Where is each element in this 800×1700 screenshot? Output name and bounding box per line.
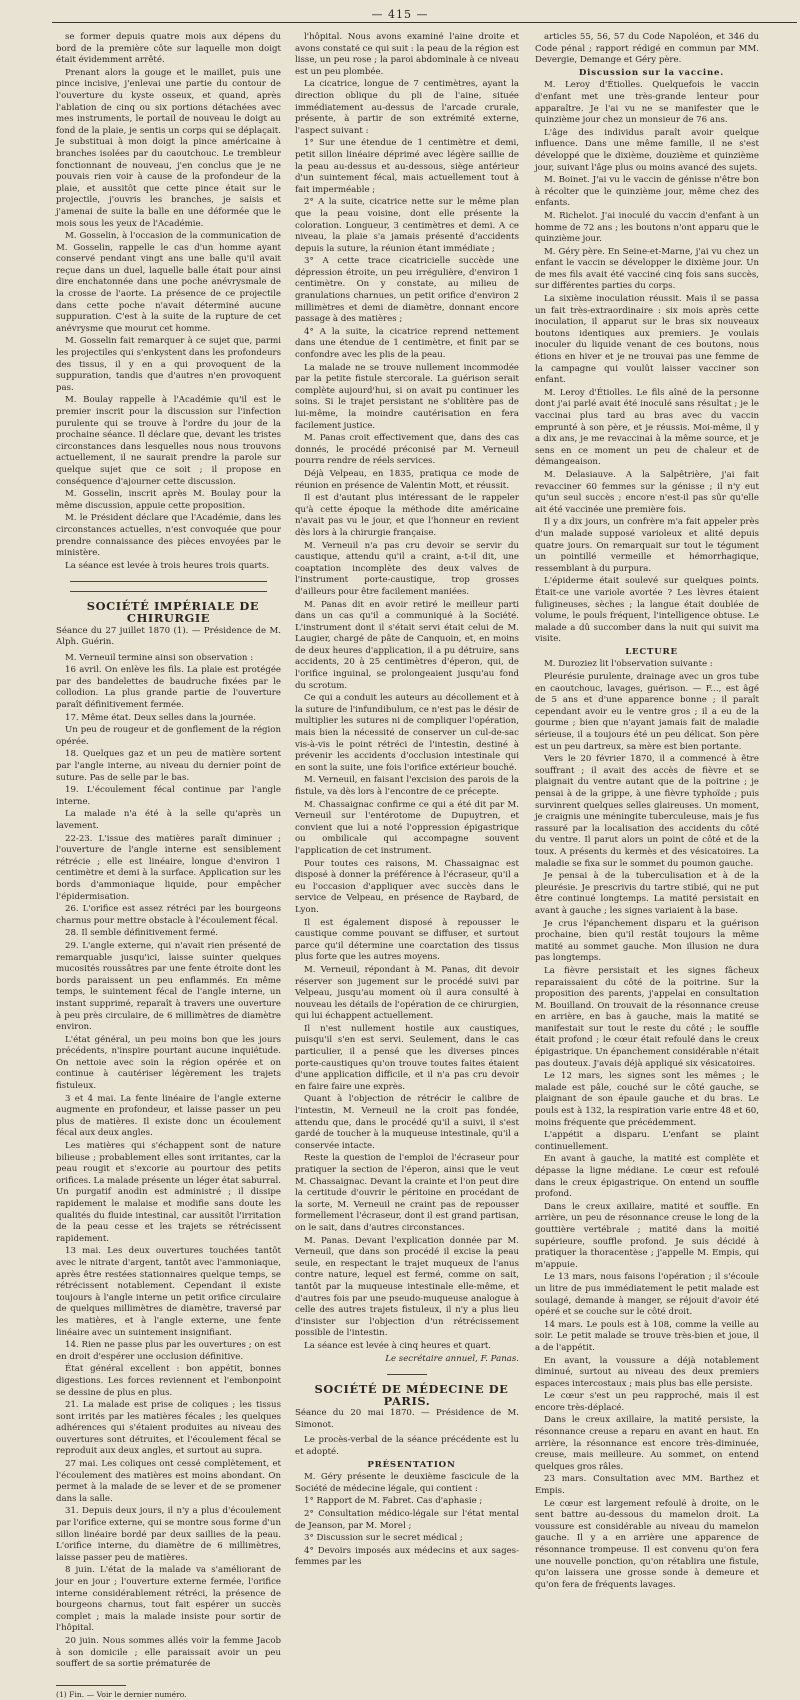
paragraph: M. Gosselin, inscrit après M. Boulay pour la même discussion, appuie cette proposition. [56, 489, 281, 511]
paragraph: M. Leroy d'Étiolles. Le fils aîné de la personne dont j'ai parlé avait été inoculé sans résultat ; je le vaccinai plus tard au bras avec du vaccin emprunté à son père, et je réussis. Moi-même, il y a dix ans, je me revaccinai à la même source, et je sens en ce moment un peu de chaleur et de démangeaison. [535, 387, 759, 468]
paragraph: 22-23. L'issue des matières paraît diminuer ; l'ouverture de l'angle interne est sensiblement rétrécie ; elle est linéaire, longue d'environ 1 centimètre et demi à la surface. Application sur les bords d'ammoniaque liquide, pour empêcher l'épidermisation. [56, 833, 281, 902]
paragraph: Séance du 20 mai 1870. — Présidence de M. Simonot. [295, 1408, 519, 1430]
paragraph: Un peu de rougeur et de gonflement de la région opérée. [56, 725, 281, 747]
paragraph: La fièvre persistait et les signes fâcheux reparaissaient du côté de la poitrine. Sur la proposition des parents, j'appelai en consultation M. Bouilland. On trouvait de la résonnance creuse en arrière, en bas à gauche, mais la matité se manifestait sur tout le reste du côté ; le souffle était profond ; le cœur était refoulé dans le creux épigastrique. Un épanchement considérable n'était pas douteux. J'avais déjà appliqué six vésicatoires. [535, 965, 759, 1069]
paragraph: La cicatrice, longue de 7 centimètres, ayant la direction oblique du pli de l'aine, située immédiatement au-dessus de l'arcade crurale, présente, à partir de son extrémité externe, l'aspect suivant : [295, 79, 519, 136]
paragraph: Dans le creux axillaire, matité et souffle. En arrière, un peu de résonnance creuse le long de la gouttière vertébrale ; matité dans la moitié supérieure, souffle profond. Je suis décidé à pratiquer la thoracentèse ; j'appelle M. Empis, qui m'appuie. [535, 1201, 759, 1270]
paragraph: L'âge des individus paraît avoir quelque influence. Dans une même famille, il ne s'est développé que le dixième, douzième et quinzième jour, suivant l'âge plus ou moins avancé des sujets. [535, 127, 759, 173]
column-2 [295, 32, 519, 1568]
paragraph: M. Géry père. En Seine-et-Marne, j'ai vu chez un enfant le vaccin se développer le dixième jour. Un de mes fils avait été vacciné cinq fois sans succès, sur différentes parties du corps. [535, 246, 759, 292]
column-1 [56, 32, 281, 1699]
paragraph: M. Panas croit effectivement que, dans des cas donnés, le procédé préconisé par M. Verneuil pourra rendre de réels services. [295, 433, 519, 467]
section-divider [70, 581, 267, 592]
paragraph: M. Gosselin fait remarquer à ce sujet que, parmi les projectiles qui s'enkystent dans les profondeurs des tissus, il y en a qui provoquent de la suppuration, tandis que d'autres n'en provoquent pas. [56, 336, 281, 393]
paragraph: Le 13 mars, nous faisons l'opération ; il s'écoule un litre de pus immédiatement le petit malade est soulagé, demande à manger, se réjouit d'avoir été opéré et se couche sur le côté droit. [535, 1272, 759, 1318]
paragraph: Pleurésie purulente, drainage avec un gros tube en caoutchouc, lavages, guérison. — F..., est âgé de 5 ans et d'une apparence bonne ; il paraît cependant avoir eu le ventre gros ; il a eu de la gourme ; bien que n'ayant jamais fait de maladie sérieuse, il a toujours été un peu délicat. Son père est un peu dartreux, sa mère est bien portante. [535, 672, 759, 752]
paragraph: M. Duroziez lit l'observation suivante : [544, 659, 713, 670]
paragraph: M. Boinet. J'ai vu le vaccin de génisse n'être bon à récolter que le quinzième jour, même chez des enfants. [535, 175, 759, 209]
paragraph: 16 avril. On enlève les fils. La plaie est protégée par des bandelettes de baudruche fixées par le collodion. La plus grande partie de l'ouverture paraît définitivement fermée. [56, 665, 281, 711]
paragraph: 17. Même état. Deux selles dans la journée. [65, 712, 256, 723]
paragraph: La séance est levée à trois heures trois quarts. [65, 560, 270, 571]
paragraph: La malade ne se trouve nullement incommodée par la petite fistule stercorale. La guérison serait complète aujourd'hui, si on avait pu continuer les soins. Si le trajet persistant ne s'oblitère pas de lui-même, la moindre cautérisation en fera facilement justice. [295, 362, 519, 431]
paragraph: LECTURE [625, 646, 678, 657]
paragraph: l'hôpital. Nous avons examiné l'aine droite et avons constaté ce qui suit : la peau de la région est lisse, un peu rose ; la paroi abdominale à ce niveau est un peu plombée. [295, 32, 519, 77]
paragraph: Le procès-verbal de la séance précédente est lu et adopté. [295, 1435, 519, 1458]
paragraph: Il n'est nullement hostile aux caustiques, puisqu'il s'en est servi. Seulement, dans le cas particulier, il a pensé que les diverses pinces porte-caustiques qu'on trouve toutes faites étaient d'une application difficile, et il n'a pas cru devoir en faire faire une exprès. [295, 1023, 519, 1092]
paragraph: La sixième inoculation réussit. Mais il se passa un fait très-extraordinaire : six mois après cette inoculation, il apparut sur le bras six nouveaux boutons identiques aux premiers. Je voulais inoculer du liquide venant de ces boutons, nous étions en hiver et je ne trouvai pas une femme de la campagne qui voulût laisser vacciner son enfant. [535, 294, 759, 386]
paragraph: 27 mai. Les coliques ont cessé complètement, et l'écoulement des matières est moins abondant. On permet à la malade de se lever et de se promener dans la salle. [56, 1459, 281, 1504]
paragraph: L'appétit a disparu. L'enfant se plaint continuellement. [535, 1130, 759, 1152]
paragraph: L'état général, un peu moins bon que les jours précédents, n'inspire pourtant aucune inquiétude. On nettoie avec soin la région opérée et on continue à cautériser légèrement les trajets fistuleux. [56, 1034, 281, 1092]
paragraph: En avant, la voussure a déjà notablement diminué, surtout au niveau des deux premiers espaces intercostaux ; mais plus bas elle persiste. [535, 1355, 759, 1389]
paragraph: M. Chassaignac confirme ce qui a été dit par M. Verneuil sur l'entérotome de Dupuytren, et convient que lui a noté l'oppression épigastrique ou ombilicale qui accompagne souvent l'application de cet instrument. [295, 799, 519, 856]
paragraph: 19. L'écoulement fécal continue par l'angle interne. [56, 785, 281, 807]
paragraph: Discussion sur la vaccine. [578, 67, 725, 78]
paragraph: Le cœur est largement refoulé à droite, on le sent battre au-dessous du mamelon droit. La voussure est considérable au niveau du mamelon gauche. Il y a en arrière une apparence de résonnance trompeuse. Il est convenu qu'on fera une nouvelle ponction, qu'on rétablira une fistule, qu'on laissera une grosse sonde à demeure et qu'on fera de fréquents lavages. [535, 1498, 759, 1590]
paragraph: SOCIÉTÉ DE MÉDECINE DE PARIS. [314, 1382, 509, 1408]
paragraph: 28. Il semble définitivement fermé. [65, 928, 219, 939]
paragraph: PRÉSENTATION [367, 1459, 456, 1470]
paragraph: 2° A la suite, cicatrice nette sur le même plan que la peau voisine, dont elle présente la coloration. Longueur, 3 centimètres et demi. A ce niveau, la plaie s'a jamais présenté d'accidents depuis la suture, la réunion étant immédiate ; [295, 197, 519, 254]
page-number: — 415 — [371, 8, 429, 21]
paragraph: 13 mai. Les deux ouvertures touchées tantôt avec le nitrate d'argent, tantôt avec l'ammoniaque, après être restées stationnaires quelque temps, se rétrécissent notablement. Cependant il existe toujours à l'angle interne un petit orifice circulaire de quelques millimètres de diamètre, traversé par les matières, et à l'angle externe, une fente linéaire avec un suintement insignifiant. [56, 1246, 281, 1338]
paragraph: M. Delasiauve. A la Salpêtrière, j'ai fait revacciner 60 femmes sur la génisse ; il n'y eut qu'un seul succès ; encore n'est-il pas sûr qu'elle ait été vaccinée une première fois. [535, 469, 759, 515]
paragraph: L'épiderme était soulevé sur quelques points. Était-ce une variole avortée ? Les lèvres étaient fuligineuses, sèches ; la langue était doublée de volume, le pouls fréquent, l'intelligence obtuse. Le malade a dû succomber dans la nuit qui suivit ma visite. [535, 576, 759, 645]
paragraph: 3° Discussion sur le secret médical ; [304, 1533, 463, 1544]
paragraph: Le 12 mars, les signes sont les mêmes ; le malade est pâle, couché sur le côté gauche, se plaignant de son épaule gauche et du bras. Le pouls est à 132, la respiration varie entre 48 et 60, moins fréquente que précédemment. [535, 1071, 759, 1128]
paragraph: 4° Devoirs imposés aux médecins et aux sages-femmes par les [295, 1545, 519, 1568]
paragraph: Il y a dix jours, un confrère m'a fait appeler près d'un malade supposé varioleux et alité depuis quatre jours. On remarquait sur tout le tégument un pointillé vermeille et hémorrhagique, ressemblant à du purpura. [535, 517, 759, 574]
paragraph: La séance est levée à cinq heures et quart. [304, 1340, 492, 1351]
section-divider [387, 1374, 427, 1375]
paragraph: M. Panas. Devant l'explication donnée par M. Verneuil, que dans son procédé il excise la peau seule, en respectant le trajet muqueux de l'anus contre nature, lequel est fermé, comme on sait, tantôt par la muqueuse intestinale elle-même, et d'autres fois par une pseudo-muqueuse analogue à celle des autres trajets fistuleux, il n'y a plus lieu d'insister sur l'objection d'un rétrécissement possible de l'intestin. [295, 1235, 519, 1339]
paragraph: M. Verneuil, en faisant l'excision des parois de la fistule, va dès lors à l'encontre de ce précepte. [295, 775, 519, 797]
paragraph: Le cœur s'est un peu rapproché, mais il est encore très-déplacé. [535, 1391, 759, 1413]
paragraph: 1° Sur une étendue de 1 centimètre et demi, petit sillon linéaire déprimé avec légère saillie de la peau au-dessus et au-dessous, siège antérieur d'un suintement fécal, mais actuellement tout à fait imperméable ; [295, 138, 519, 195]
paragraph: M. Géry présente le deuxième fascicule de la Société de médecine légale, qui contient : [295, 1472, 519, 1494]
paragraph: 14. Rien ne passe plus par les ouvertures ; on est en droit d'espérer une occlusion définitive. [56, 1340, 281, 1362]
paragraph: Reste la question de l'emploi de l'écraseur pour pratiquer la section de l'éperon, ainsi que le veut M. Chassaignac. Devant la crainte et l'on peut dire la certitude d'ouvrir le péritoine en procédant de la sorte, M. Verneuil ne craint pas de repousser formellement l'écraseur, dont il est grand partisan, on le sait, dans d'autres circonstances. [295, 1153, 519, 1233]
paragraph: 3 et 4 mai. La fente linéaire de l'angle externe augmente en profondeur, et laisse passer un peu plus de matières. Il existe donc un écoulement fécal aux deux angles. [56, 1093, 281, 1139]
paragraph: 4° A la suite, la cicatrice reprend nettement dans une étendue de 1 centimètre, et finit par se confondre avec les plis de la peau. [295, 326, 519, 361]
paragraph: 21. La malade est prise de coliques ; les tissus sont irrités par les matières fécales ; les quelques adhérences qui s'étaient produites au niveau des ouvertures sont détruites, et l'écoulement fécal se reproduit aux deux angles, et surtout au supra. [56, 1400, 281, 1457]
paragraph: La malade n'a été à la selle qu'après un lavement. [56, 809, 281, 831]
paragraph: État général excellent : bon appétit, bonnes digestions. Les forces reviennent et l'embonpoint se dessine de plus en plus. [56, 1364, 281, 1398]
paragraph: 29. L'angle externe, qui n'avait rien présenté de remarquable jusqu'ici, laisse suinter quelques mucosités roussâtres par une fente étroite dont les bords paraissent un peu enflammés. En même temps, le suintement fécal de l'angle interne, un instant supprimé, reparaît à travers une ouverture à peu près circulaire, de 6 millimètres de diamètre environ. [56, 940, 281, 1033]
paragraph: 20 juin. Nous sommes allés voir la femme Jacob à son domicile ; elle paraissait avoir un peu souffert de sa sortie prématurée de [56, 1635, 281, 1670]
paragraph: M. Verneuil n'a pas cru devoir se servir du caustique, attendu qu'il a craint, a-t-il dit, une coaptation incomplète des deux valves de l'instrument porte-caustique, trop grosses d'ailleurs pour être facilement maniées. [295, 540, 519, 597]
paragraph: 3° A cette trace cicatricielle succède une dépression étroite, un peu irrégulière, d'environ 1 centimètre. On y constate, au milieu de granulations charnues, un petit orifice d'environ 2 millimètres et demi de diamètre, donnant encore passage à des matières ; [295, 256, 519, 325]
paragraph: Séance du 27 juillet 1870 (1). — Présidence de M. Alph. Guérin. [56, 625, 281, 648]
paragraph: Déjà Velpeau, en 1835, pratiqua ce mode de réunion en présence de Valentin Mott, et réussit. [295, 468, 519, 491]
paragraph: Les matières qui s'échappent sont de nature bilieuse ; probablement elles sont irritantes, car la peau rougit et s'excorie au pourtour des petits orifices. La malade présente un léger état saburral. Un purgatif anodin est administré ; il dissipe rapidement le malaise et modifie sans doute les qualités du fluide intestinal, car aussitôt l'irritation de la peau cesse et les trajets se rétrécissent rapidement. [56, 1141, 281, 1244]
paragraph: M. Verneuil, répondant à M. Panas, dit devoir réserver son jugement sur le procédé suivi par Velpeau, jusqu'au moment où il aura consulté à nouveau les détails de l'opération de ce chirurgien, qui lui échappent actuellement. [295, 964, 519, 1022]
paragraph: 8 juin. L'état de la malade va s'améliorant de jour en jour ; l'ouverture externe fermée, l'orifice interne considérablement rétréci, la présence de bourgeons charnus, tout fait espérer un succès complet ; mais la malade insiste pour sortir de l'hôpital. [56, 1565, 281, 1634]
paragraph: Le secrétaire annuel, F. Panas. [385, 1353, 519, 1364]
paragraph: 14 mars. Le pouls est à 108, comme la veille au soir. Le petit malade se trouve très-bien et joue, il a de l'appétit. [535, 1319, 759, 1353]
paragraph: 1° Rapport de M. Fabret. Cas d'aphasie ; [304, 1496, 483, 1507]
paragraph: Quant à l'objection de rétrécir le calibre de l'intestin, M. Verneuil ne la croit pas fondée, attendu que, dans le procédé qu'il a suivi, il s'est gardé de toucher à la muqueuse intestinale, qu'il a conservée intacte. [295, 1094, 519, 1151]
paragraph: Je pensai à de la tuberculisation et à de la pleurésie. Je prescrivis du tartre stibié, qui ne put être continué longtemps. La matité persistait en avant à gauche ; les signes variaient à la base. [535, 871, 759, 916]
paragraph: En avant à gauche, la matité est complète et dépasse la ligne médiane. Le cœur est refoulé dans le creux épigastrique. On entend un souffle profond. [535, 1154, 759, 1200]
column-3 [535, 32, 759, 1590]
paragraph: 23 mars. Consultation avec MM. Barthez et Empis. [535, 1474, 759, 1497]
paragraph: Il est également disposé à repousser le caustique comme pouvant se diffuser, et surtout parce qu'il détermine une coarctation des tissus plus forte que les autres moyens. [295, 917, 519, 963]
paragraph: Dans le creux axillaire, la matité persiste, la résonnance creuse a reparu en avant en haut. En arrière, la résonnance est encore très-diminuée, creuse, mais meilleure. Au sommet, on entend quelques gros râles. [535, 1415, 759, 1472]
paragraph: M. Richelot. J'ai inoculé du vaccin d'enfant à un homme de 72 ans ; les boutons n'ont apparu que le quinzième jour. [535, 210, 759, 245]
header-rule [52, 22, 797, 23]
paragraph: M. Leroy d'Étiolles. Quelquefois le vaccin d'enfant met une très-grande lenteur pour apparaître. Je l'ai vu ne se manifester que le quinzième jour chez un monsieur de 76 ans. [535, 80, 759, 126]
paragraph: 2° Consultation médico-légale sur l'état mental de Jeanson, par M. Morel ; [295, 1509, 519, 1531]
paragraph: M. Boulay rappelle à l'Académie qu'il est le premier inscrit pour la discussion sur l'infection purulente qui se trouve à l'ordre du jour de la prochaine séance. Il déclare que, devant les tristes circonstances dans lesquelles nous nous trouvons actuellement, il ne saurait prendre la parole sur quelque sujet que ce soit ; il propose en conséquence d'ajourner cette discussion. [56, 395, 281, 487]
paragraph: M. Verneuil termine ainsi son observation : [65, 652, 254, 663]
footnote-rule [56, 1685, 126, 1686]
paragraph: M. Panas dit en avoir retiré le meilleur parti dans un cas qu'il a communiqué à la Société. L'instrument dont il s'était servi était celui de M. Laugier, chargé de pâte de Canquoin, et, en moins de deux heures d'application, il a pu détruire, sans accidents, 20 à 25 centimètres d'éperon, qui, de l'orifice inguinal, se prolongeaient jusqu'au fond du scrotum. [295, 599, 519, 691]
paragraph: M. le Président déclare que l'Académie, dans les circonstances actuelles, n'est convoquée que pour prendre connaissance des pièces envoyées par le ministère. [56, 513, 281, 559]
paragraph: se former depuis quatre mois aux dépens du bord de la première côte sur laquelle mon doigt était évidemment arrêté. [56, 32, 281, 66]
paragraph: Je crus l'épanchement disparu et la guérison prochaine, bien qu'il restât toujours la même matité au sommet gauche. Mon illusion ne dura pas longtemps. [535, 918, 759, 964]
paragraph: M. Gosselin, à l'occasion de la communication de M. Gosselin, rappelle le cas d'un homme ayant conservé pendant vingt ans une balle qu'il avait reçue dans un duel, laquelle balle était pour ainsi dire enchatonnée dans une poche anévrysmale de la crosse de l'aorte. La présence de ce projectile dans cette poche n'avait déterminé aucune suppuration. C'est à la suite de la rupture de cet anévrysme que mourut cet homme. [56, 231, 281, 334]
paragraph: 26. L'orifice est assez rétréci par les bourgeons charnus pour mettre obstacle à l'écoulement fécal. [56, 904, 281, 926]
paragraph: Ce qui a conduit les auteurs au décollement et à la suture de l'infundibulum, ce n'est pas le désir de multiplier les sutures ni de compliquer l'opération, mais bien la nécessité de conserver un cul-de-sac vis-à-vis le point rétréci de l'intestin, destiné à prévenir les accidents d'occlusion intestinale qui en sont la suite, une fois l'orifice extérieur bouché. [295, 693, 519, 773]
paragraph: SOCIÉTÉ IMPÉRIALE DE CHIRURGIE [86, 599, 260, 625]
paragraph: Vers le 20 février 1870, il a commencé à être souffrant ; il avait des accès de fièvre et se plaignait du ventre autant que de la poitrine ; je pensai à de la grippe, à une fièvre typhoïde ; puis survinrent quelques selles glaireuses. Un moment, je craignis une méningite tuberculeuse, mais je fus rassuré par la localisation des accidents du côté du ventre. Il parut alors un point de côté et de la toux. A présents du kermès et des vésicatoires. La maladie se fixa sur le sommet du poumon gauche. [535, 754, 759, 869]
paragraph: Pour toutes ces raisons, M. Chassaignac est disposé à donner la préférence à l'écraseur, qu'il a eu l'occasion d'appliquer avec succès dans le service de Velpeau, en présence de Raybard, de Lyon. [295, 858, 519, 915]
paragraph: Il est d'autant plus intéressant de le rappeler qu'à cette époque la méthode dite américaine n'avait pas vu le jour, et que l'honneur en revient dès lors à la chirurgie française. [295, 493, 519, 538]
paragraph: 18. Quelques gaz et un peu de matière sortent par l'angle interne, au niveau du dernier point de suture. Pas de selle par le bas. [56, 749, 281, 783]
paragraph: (1) Fin. — Voir le dernier numéro. [56, 1689, 187, 1699]
paragraph: articles 55, 56, 57 du Code Napoléon, et 346 du Code pénal ; rapport rédigé en commun par MM. Devergie, Demange et Géry père. [535, 32, 759, 66]
paragraph: 31. Depuis deux jours, il n'y a plus d'écoulement par l'orifice externe, qui se montre sous forme d'un sillon linéaire bordé par deux saillies de la peau. L'orifice interne, du diamètre de 6 millimètres, laisse passer peu de matières. [56, 1506, 281, 1563]
paragraph: Prenant alors la gouge et le maillet, puis une pince incisive, j'enlevai une partie du contour de l'ouverture du kyste osseux, et quand, après l'ablation de cinq ou six portions détachées avec mes instruments, le portail de nouveau le doigt au fond de la plaie, je sentis un corps qui se déplaçait. Je substituai à mon doigt la pince américaine à branches isolées par du caoutchouc. Le trembleur fonctionnant de nouveau, j'en conclus que je ne pouvais rien voir à cause de la profondeur de la plaie, et aussitôt que cette pince était sur le projectile, j'ouvris les branches, je saisis et j'amenai de suite la balle en une déformée que le mois sous les yeux de l'Académie. [56, 67, 281, 229]
